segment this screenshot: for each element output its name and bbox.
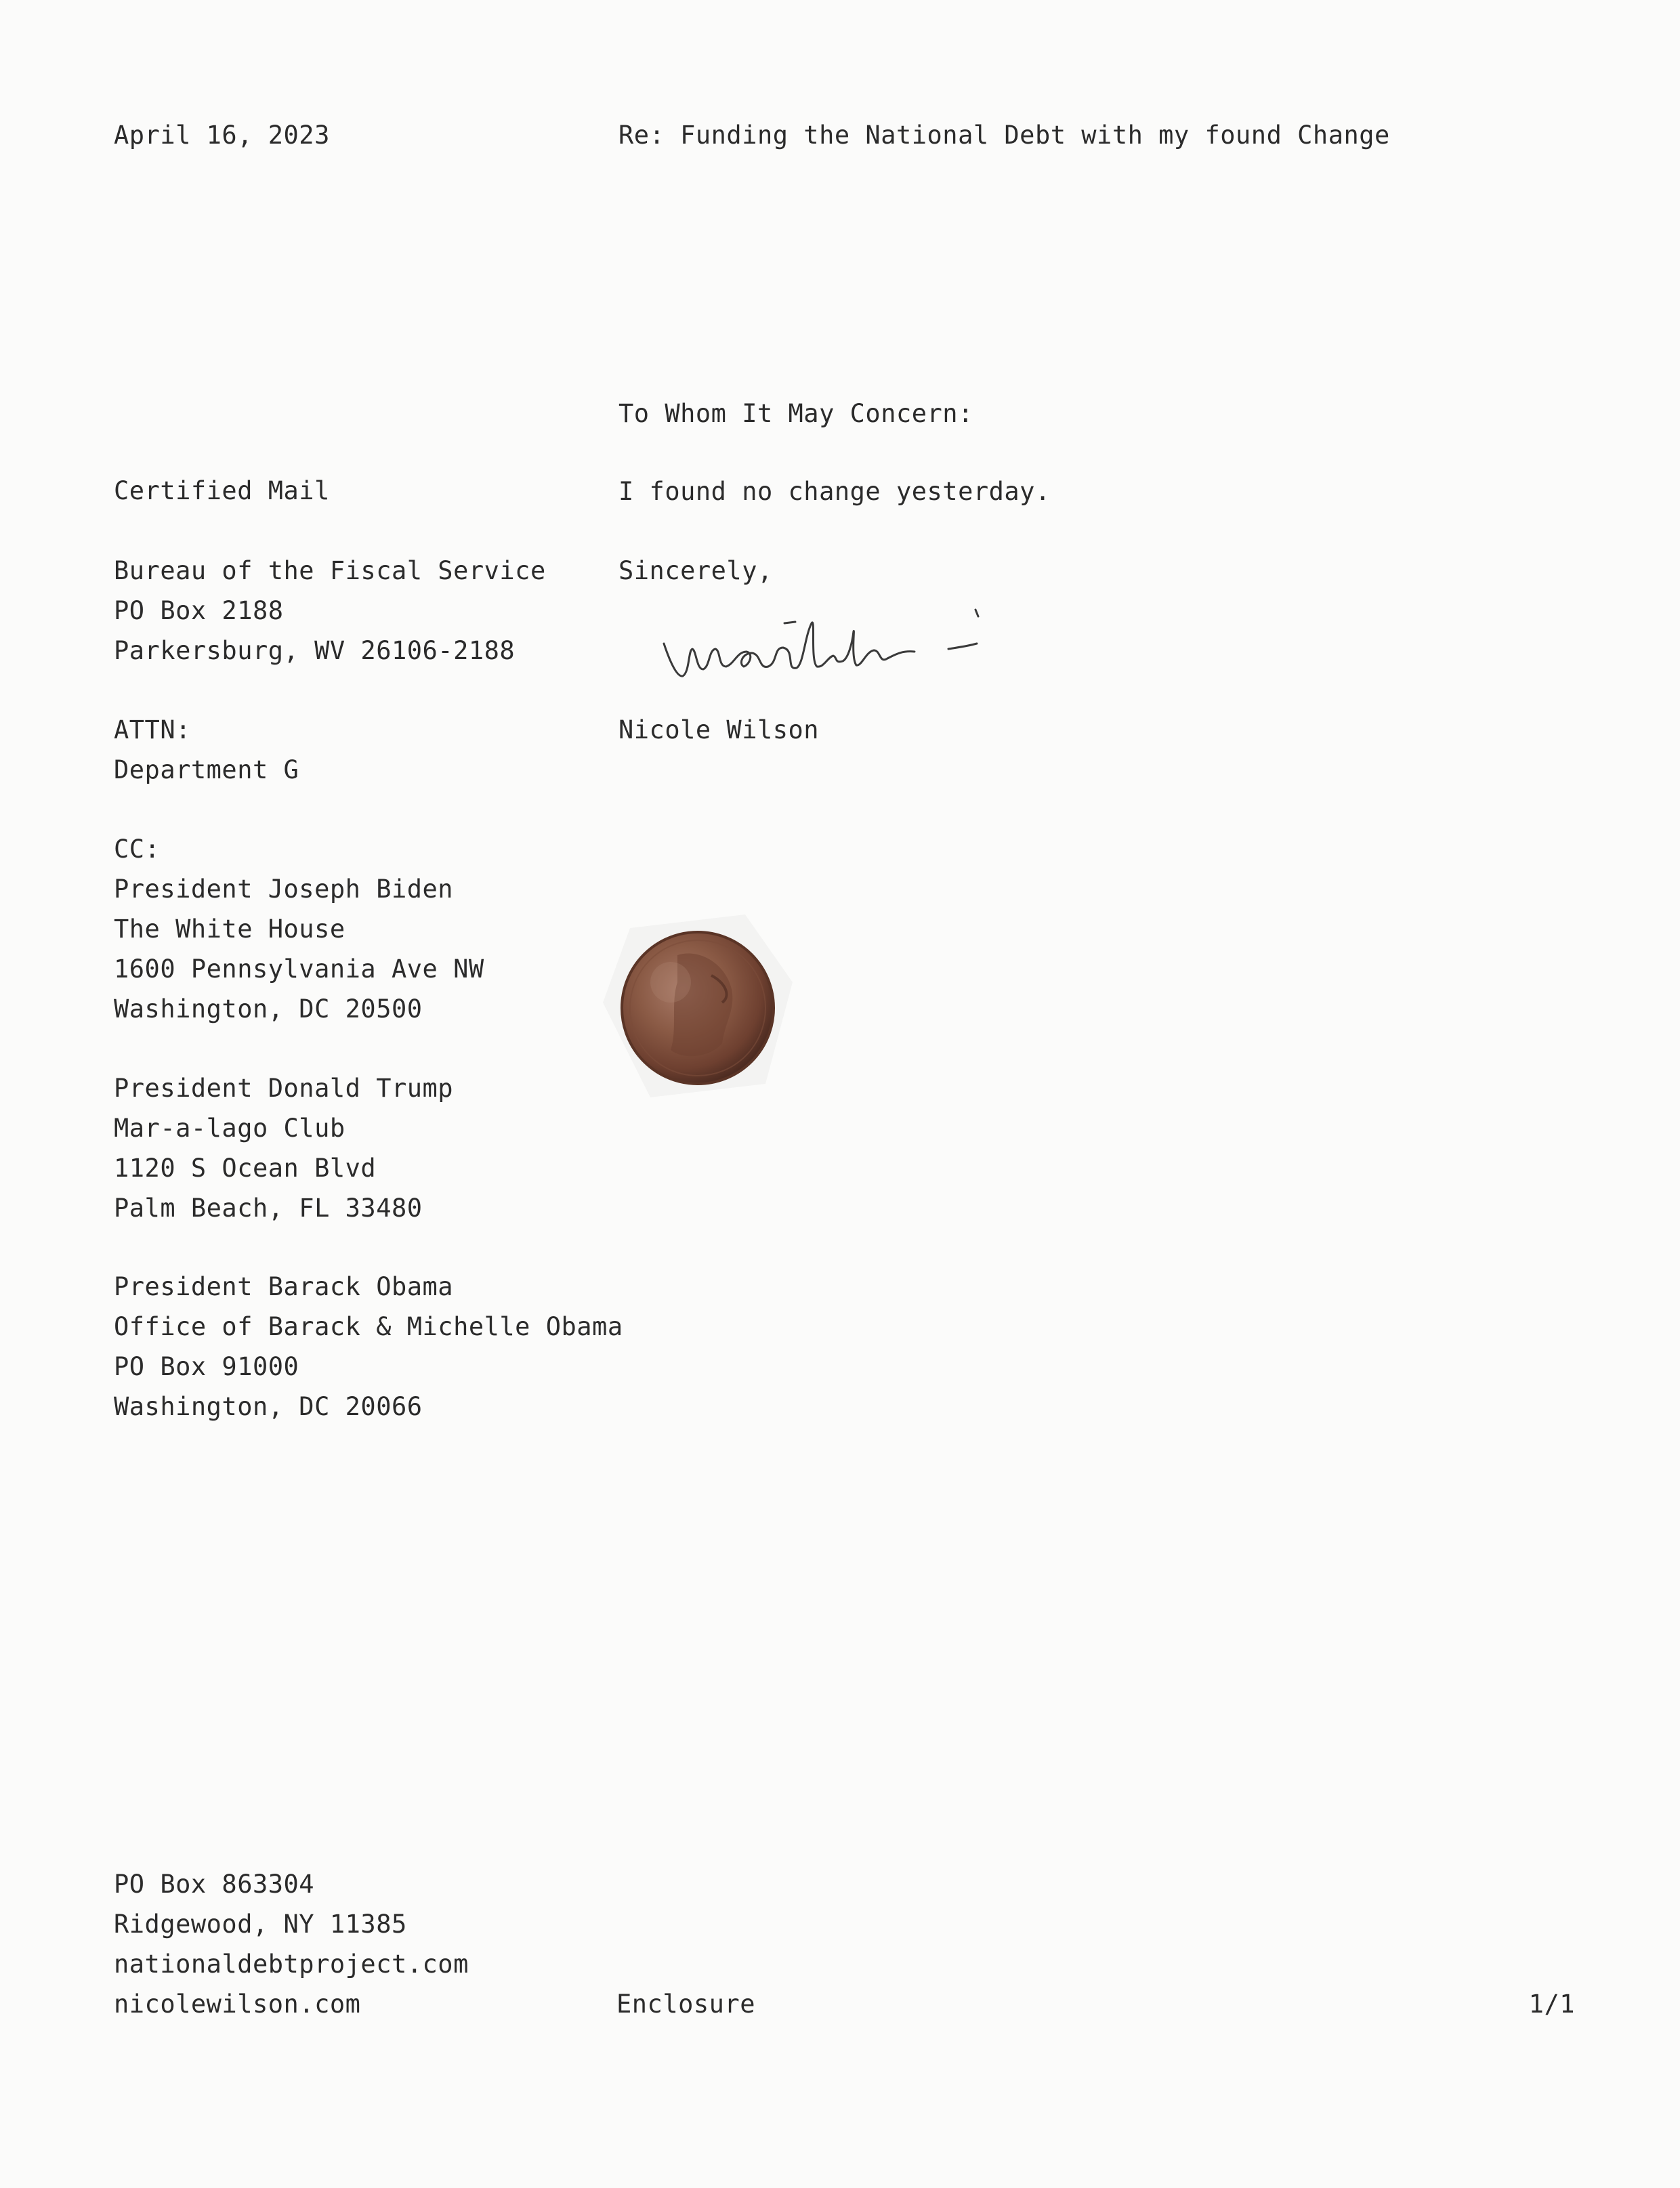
cc-block xyxy=(114,1267,623,1427)
cc-line: The White House xyxy=(114,914,345,944)
letter-body: I found no change yesterday. xyxy=(618,477,1051,506)
cc-label: CC: xyxy=(114,835,161,864)
attention-label: ATTN: xyxy=(114,715,191,744)
cc-line: Office of Barack & Michelle Obama xyxy=(114,1312,623,1341)
cc-line: 1600 Pennsylvania Ave NW xyxy=(114,954,484,984)
cc-line: 1120 S Ocean Blvd xyxy=(114,1154,377,1183)
cc-line: Mar-a-lago Club xyxy=(114,1114,345,1143)
cc-line: President Barack Obama xyxy=(114,1272,454,1301)
enclosure-label: Enclosure xyxy=(616,1990,755,2019)
salutation: To Whom It May Concern: xyxy=(618,399,973,428)
handwritten-signature xyxy=(650,596,1003,698)
cc-line: President Donald Trump xyxy=(114,1074,454,1103)
address-line: PO Box 2188 xyxy=(114,596,284,625)
address-line: Bureau of the Fiscal Service xyxy=(114,556,546,585)
subject-line: Re: Funding the National Debt with my found Change xyxy=(618,121,1390,150)
sender-website-link[interactable]: nationaldebtproject.com xyxy=(114,1950,469,1979)
sender-line: PO Box 863304 xyxy=(114,1870,315,1899)
cc-block xyxy=(114,829,484,1029)
page-number: 1/1 xyxy=(1528,1990,1575,2019)
sender-address xyxy=(114,1864,469,2024)
letter-date: April 16, 2023 xyxy=(114,121,330,150)
cc-block xyxy=(114,1068,453,1228)
penny-coin-icon xyxy=(589,901,806,1104)
cc-line: Washington, DC 20500 xyxy=(114,994,423,1024)
cc-line: President Joseph Biden xyxy=(114,875,454,904)
sender-website-link[interactable]: nicolewilson.com xyxy=(114,1990,361,2019)
closing: Sincerely, xyxy=(618,556,773,585)
address-line: Parkersburg, WV 26106-2188 xyxy=(114,636,516,665)
cc-line: Palm Beach, FL 33480 xyxy=(114,1194,423,1223)
recipient-address xyxy=(114,551,546,671)
mailing-method: Certified Mail xyxy=(114,476,330,505)
attention-block xyxy=(114,710,299,790)
attention-department: Department G xyxy=(114,755,299,784)
sender-line: Ridgewood, NY 11385 xyxy=(114,1910,407,1939)
cc-line: PO Box 91000 xyxy=(114,1352,299,1381)
signature-name: Nicole Wilson xyxy=(618,715,820,744)
cc-line: Washington, DC 20066 xyxy=(114,1392,423,1421)
